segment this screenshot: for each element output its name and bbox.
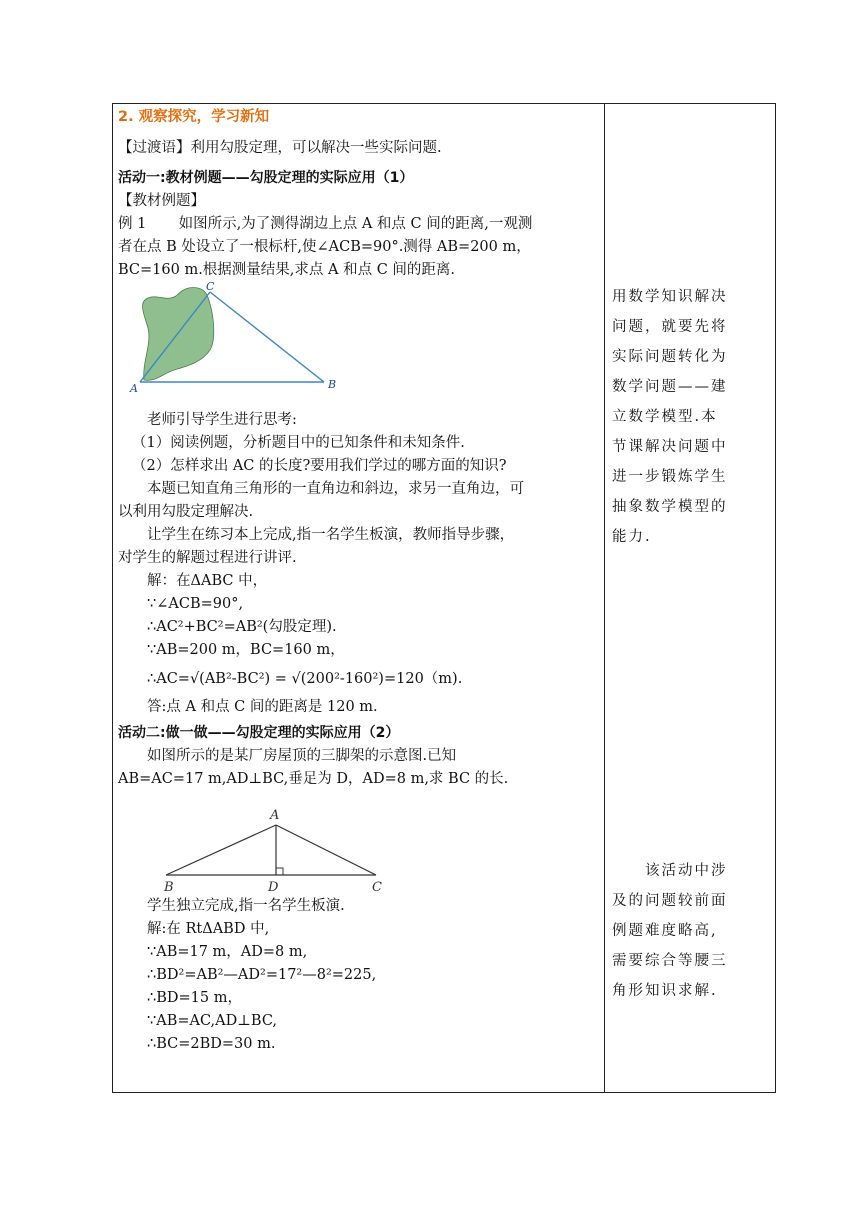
guide-text: 老师引导学生进行思考:: [147, 412, 297, 428]
label-d: D: [268, 880, 279, 891]
note2-line: 需要综合等腰三: [612, 953, 728, 969]
solution-line-5: ∴AC=√(AB²-BC²) = √(200²-160²)=120（m).: [147, 671, 463, 687]
note1-line: 进一步锻炼学生: [612, 469, 728, 485]
lake-figure: [118, 282, 600, 402]
side-note-1: [612, 282, 734, 552]
line-ac: [276, 825, 376, 875]
section-title: 2. 观察探究，学习新知: [118, 109, 270, 125]
example-label: 例 1: [118, 216, 147, 232]
column-divider: [604, 103, 605, 1093]
note2-line: 及的问题较前面: [612, 893, 728, 909]
label-a: A: [130, 382, 138, 395]
note2-line: 该活动中涉: [645, 863, 728, 879]
solution-line-4: ∵AB=200 m，BC=160 m，: [147, 642, 345, 658]
note1-line: 用数学知识解决: [612, 289, 728, 305]
practice-line-1: 让学生在练习本上完成,指一名学生板演，教师指导步骤，: [147, 527, 515, 543]
activity1-tag: 【教材例题】: [118, 193, 205, 209]
label-a: A: [270, 808, 280, 823]
activity2-line-5: ∵AB=AC,AD⊥BC,: [147, 1013, 278, 1029]
note1-line: 节课解决问题中: [612, 439, 728, 455]
solution-line-1: 解：在ΔABC 中，: [147, 573, 268, 589]
example-problem-line-1: 例 1 如图所示,为了测得湖边上点 A 和点 C 间的距离,一观测: [118, 216, 533, 232]
note1-line: 抽象数学模型的: [612, 499, 728, 515]
label-b: B: [164, 880, 174, 891]
activity2-problem-line-1: 如图所示的是某厂房屋顶的三脚架的示意图.已知: [147, 748, 457, 764]
activity2-line-6: ∴BC=2BD=30 m.: [147, 1036, 276, 1052]
note1-line: 实际问题转化为: [612, 349, 728, 365]
activity2-line-1: 解:在 RtΔABD 中,: [147, 921, 270, 937]
note2-line: 例题难度略高,: [612, 923, 718, 939]
label-c: C: [372, 880, 382, 891]
analysis-line-2: 以利用勾股定理解决.: [118, 504, 254, 520]
activity2-line-2: ∵AB=17 m，AD=8 m,: [147, 944, 308, 960]
truss-figure: [118, 791, 600, 891]
main-column: [118, 103, 600, 1056]
note1-line: 能力.: [612, 529, 652, 545]
note1-line: 数学问题——建: [612, 379, 728, 395]
note1-line: 问题，就要先将: [612, 319, 728, 335]
right-angle-mark: [276, 868, 283, 875]
practice-line-2: 对学生的解题过程进行讲评.: [118, 550, 297, 566]
activity1-title: 活动一:教材例题——勾股定理的实际应用（1）: [118, 170, 414, 186]
analysis-line-1: 本题已知直角三角形的一直角边和斜边，求另一直角边，可: [147, 481, 524, 497]
label-c: C: [206, 282, 215, 293]
question-2: （2）怎样求出 AC 的长度?要用我们学过的哪方面的知识?: [132, 458, 507, 474]
example-problem-line-2: 者在点 B 处设立了一根标杆,使∠ACB=90°.测得 AB=200 m，: [118, 239, 531, 255]
example-problem-line-3: BC=160 m.根据测量结果,求点 A 和点 C 间的距离.: [118, 262, 456, 278]
note1-line: 立数学模型.本: [612, 409, 718, 425]
side-note-2: [612, 856, 734, 1006]
line-cb: [210, 292, 324, 382]
solution-line-2: ∵∠ACB=90°,: [147, 596, 244, 612]
activity2-line-4: ∴BD=15 m，: [147, 990, 242, 1006]
question-1: （1）阅读例题，分析题目中的已知条件和未知条件.: [132, 435, 465, 451]
note2-line: 角形知识求解.: [612, 983, 718, 999]
label-b: B: [328, 378, 337, 391]
solution-line-3: ∴AC²+BC²=AB²(勾股定理).: [147, 619, 337, 635]
transition-text: 【过渡语】利用勾股定理，可以解决一些实际问题.: [118, 140, 442, 156]
activity2-problem-line-2: AB=AC=17 m,AD⊥BC,垂足为 D，AD=8 m,求 BC 的长.: [118, 771, 509, 787]
activity2-line-3: ∴BD²=AB²—AD²=17²—8²=225,: [147, 967, 377, 983]
line-ab: [166, 825, 276, 875]
answer-text: 答:点 A 和点 C 间的距离是 120 m.: [147, 699, 378, 715]
activity2-title: 活动二:做一做——勾股定理的实际应用（2）: [118, 725, 400, 741]
activity2-line-0: 学生独立完成,指一名学生板演.: [147, 898, 345, 914]
